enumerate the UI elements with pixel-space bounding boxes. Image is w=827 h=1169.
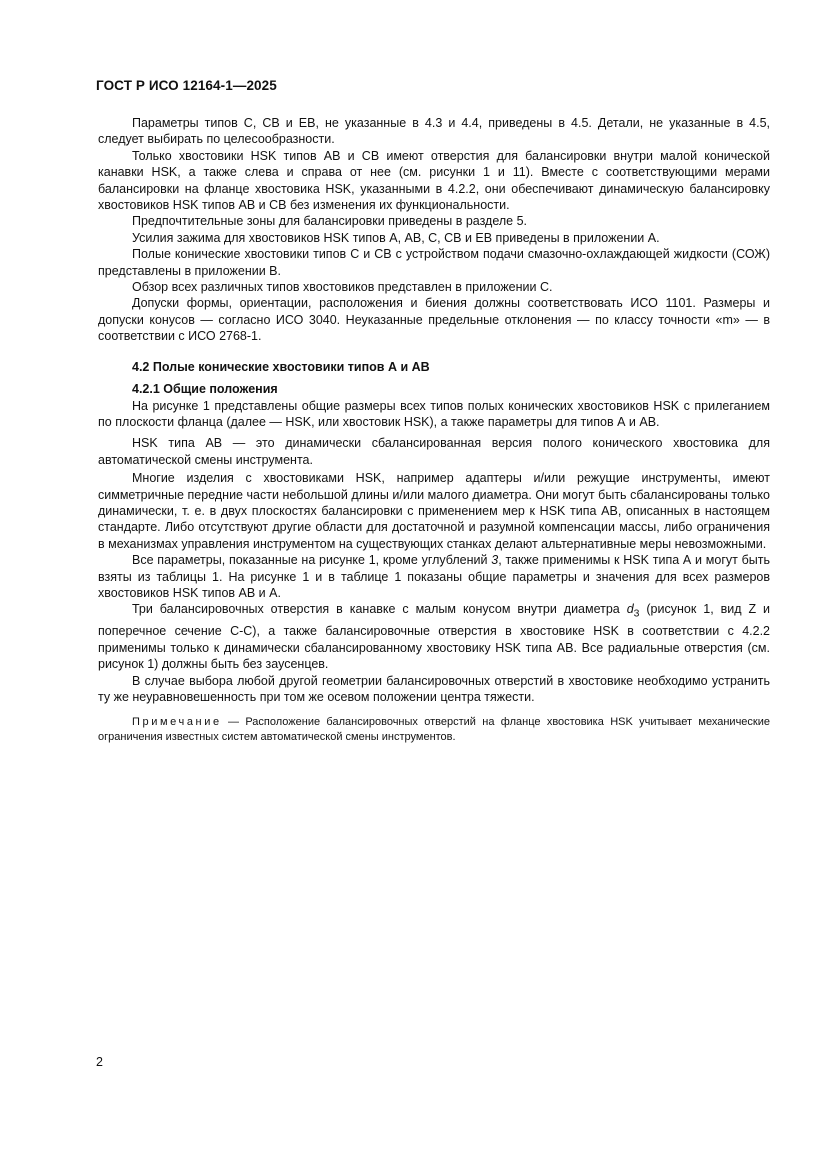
page-number: 2 [96, 1055, 103, 1069]
paragraph-1: Параметры типов С, СВ и ЕВ, не указанные в 4.3 и 4.4, приведены в 4.5. Детали, не указанные в 4.5, следует выбирать по целесообразности. [98, 116, 770, 147]
italic-reference: 3 [491, 553, 499, 568]
paragraph-4-2-1-d [98, 552, 770, 601]
paragraph-4-2-1-b: HSK типа АВ — это динамически сбалансированная версия полого конического хвостовика для автоматической смены инструмента. [98, 436, 770, 467]
paragraph-4-2-1-a: На рисунке 1 представлены общие размеры всех типов полых конических хвостовиков HSK с прилеганием по плоскости фланца (далее — HSK, или хвостовик HSK), а также параметры для типов А и АВ. [98, 398, 770, 429]
paragraph-2: Только хвостовики HSK типов АВ и СВ имеют отверстия для балансировки внутри малой конической канавки HSK, а также слева и справа от нее (см. рисунки 1 и 11). Вместе с соответствующими мерами балансировки на фланце хвостовика HSK, указанными в 4.2.2, они обеспечивают динамическую балансировку хвостовиков HSK типов АВ и СВ без изменения их функциональности. [98, 148, 770, 213]
text-fragment: (рисунок 1, вид Z и поперечное сечение С-С), а также балансировочные отверстия в хвостовике HSK в соответствии с 4.2.2 применимы только к динамически сбалансированному хвостовику HSK типа АВ. Все радиальные отверстия (см. рисунок 1) должны быть без заусенцев. [98, 602, 771, 672]
paragraph-4-2-1-c: Многие изделия с хвостовиками HSK, например адаптеры и/или режущие инструменты, имеют симметричные передние части небольшой длины и/или малого диаметра. Они могут быть сбалансированы только динамически, т. е. в двух плоскостях балансировки с применением мер к HSK типа АВ, описанных в настоящем стандарте. Либо отсутствуют другие области для достаточной и разумной компенсации массы, либо ограничения в механизмах управления инструментом на существующих станках делают альтернативные меры невозможными. [98, 471, 770, 551]
variable-subscript: 3 [633, 608, 640, 620]
document-header: ГОСТ Р ИСО 12164-1—2025 [96, 78, 277, 93]
section-heading-4-2: 4.2 Полые конические хвостовики типов А и АВ [132, 359, 430, 374]
spacer [98, 345, 770, 359]
paragraph-7: Допуски формы, ориентации, расположения и биения должны соответствовать ИСО 1101. Размеры и допуски конусов — согласно ИСО 3040. Неуказанные предельные отклонения — по классу точности «m» — в соответствии с ИСО 2768-1. [98, 296, 770, 344]
paragraph-6: Обзор всех различных типов хвостовиков представлен в приложении С. [132, 280, 553, 295]
note-label: Примечание [132, 716, 222, 729]
paragraph-4-2-1-e [98, 601, 770, 672]
note-text: — Расположение балансировочных отверстий на фланце хвостовика HSK учитывает механические ограничения известных систем автоматической смены инструментов. [98, 716, 770, 744]
paragraph-3: Предпочтительные зоны для балансировки приведены в разделе 5. [132, 214, 528, 229]
text-fragment: Все параметры, показанные на рисунке 1, кроме углублений [132, 553, 492, 568]
note-paragraph [98, 715, 770, 745]
document-body [98, 115, 770, 745]
paragraph-4: Усилия зажима для хвостовиков HSK типов А, АВ, С, СВ и ЕВ приведены в приложении А. [132, 230, 660, 245]
section-heading-4-2-1: 4.2.1 Общие положения [132, 382, 278, 397]
variable-d: d [626, 602, 634, 617]
paragraph-5: Полые конические хвостовики типов С и СВ с устройством подачи смазочно-охлаждающей жидкости (СОЖ) представлены в приложении В. [98, 247, 770, 278]
spacer [98, 705, 770, 715]
paragraph-4-2-1-f: В случае выбора любой другой геометрии балансировочных отверстий в хвостовике необходимо устранить ту же неуравновешенность при том же осевом положении центра тяжести. [98, 673, 770, 704]
text-fragment: , также применимы к HSK типа А и могут быть взяты из таблицы 1. На рисунке 1 и в таблице 1 показаны общие параметры и значения для всех размеров хвостовиков HSK типов АВ и А. [98, 553, 770, 600]
text-fragment: Три балансировочных отверстия в канавке с малым конусом внутри диаметра [132, 602, 627, 617]
